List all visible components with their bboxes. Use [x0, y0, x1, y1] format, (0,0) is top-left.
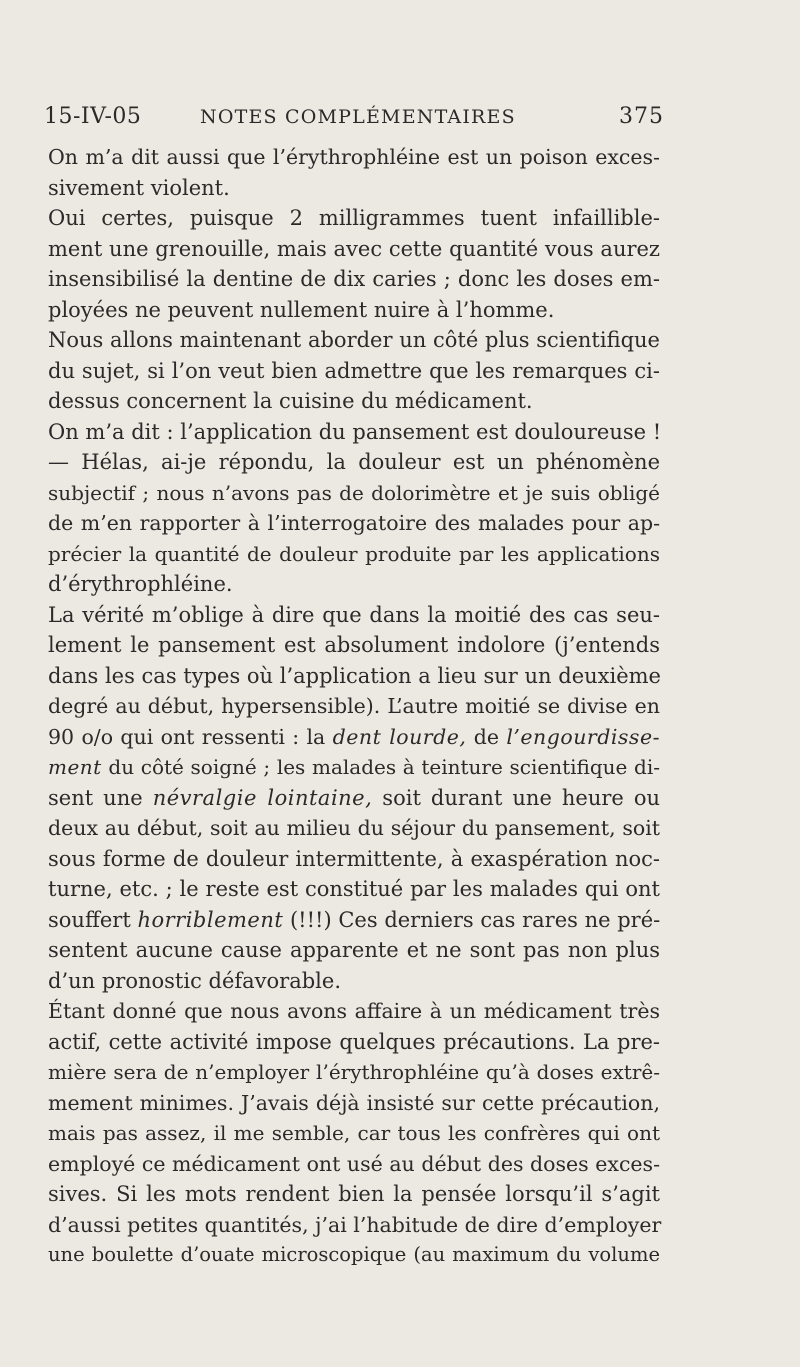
text-line: sivement violent.	[48, 175, 230, 200]
text-line: Oui certes, puisque 2 milligrammes tuent infaillible-	[48, 206, 660, 230]
text-line: d’érythrophléine.	[48, 572, 233, 596]
text-line: employé ce médicament ont usé au début des doses exces-	[48, 1151, 660, 1176]
text-line: deux au début, soit au milieu du séjour du pansement, soit	[48, 816, 660, 840]
text-line: 90 o/o qui ont ressenti : la dent lourde, de l’engourdisse-	[48, 724, 660, 749]
text-line: une boulette d’ouate microscopique (au maximum du volume	[48, 1243, 660, 1266]
text-line: — Hélas, ai-je répondu, la douleur est un phénomène	[48, 450, 660, 474]
text-line: souffert horriblement (!!!) Ces derniers cas rares ne pré-	[48, 907, 661, 932]
text-line: mière sera de n’employer l’érythrophléine qu’à doses extrê-	[48, 1060, 660, 1084]
page-number: 375	[619, 104, 664, 129]
running-header	[44, 104, 664, 138]
italic-phrase: dent lourde,	[332, 724, 467, 749]
text-line: La vérité m’oblige à dire que dans la moitié des cas seu-	[48, 602, 660, 627]
text-line: sent une névralgie lointaine, soit durant une heure ou	[48, 785, 661, 810]
header-title: NOTES COMPLÉMENTAIRES	[200, 106, 516, 128]
text-line: subjectif ; nous n’avons pas de dolorimètre et je suis obligé	[48, 480, 660, 505]
text-line: mement minimes. J’avais déjà insisté sur cette précaution,	[48, 1090, 660, 1115]
text-line: mais pas assez, il me semble, car tous les confrères qui ont	[48, 1121, 660, 1145]
text-line: ployées ne peuvent nullement nuire à l’homme.	[48, 297, 555, 322]
text-line: de m’en rapporter à l’interrogatoire des malades pour ap-	[48, 511, 660, 535]
text-line: On m’a dit : l’application du pansement est douloureuse !	[48, 419, 662, 444]
text-line: précier la quantité de douleur produite par les applications	[48, 541, 660, 566]
italic-phrase: ment	[48, 755, 102, 779]
text-line: sous forme de douleur intermittente, à exaspération noc-	[48, 846, 660, 871]
text-line: ment du côté soigné ; les malades à teinture scientifique di-	[48, 755, 660, 779]
text-line: actif, cette activité impose quelques précautions. La pre-	[48, 1029, 660, 1054]
text-line: lement le pansement est absolument indolore (j’entends	[48, 633, 660, 657]
text-line: degré au début, hypersensible). L’autre moitié se divise en	[48, 694, 660, 718]
text-line: On m’a dit aussi que l’érythrophléine est un poison exces-	[48, 145, 660, 169]
text-line: d’un pronostic défavorable.	[48, 968, 341, 993]
text-line: turne, etc. ; le reste est constitué par les malades qui ont	[48, 877, 660, 901]
italic-phrase: horriblement	[137, 907, 284, 932]
text-line: ment une grenouille, mais avec cette quantité vous aurez	[48, 236, 660, 261]
italic-phrase: névralgie lointaine,	[152, 785, 373, 810]
text-line: du sujet, si l’on veut bien admettre que les remarques ci-	[48, 358, 660, 383]
text-line: sives. Si les mots rendent bien la pensée lorsqu’il s’agit	[48, 1182, 660, 1206]
text-line: dessus concernent la cuisine du médicament.	[48, 389, 533, 413]
header-date: 15-IV-05	[44, 104, 142, 129]
text-line: Étant donné que nous avons affaire à un médicament très	[48, 999, 660, 1023]
text-line: insensibilisé la dentine de dix caries ; donc les doses em-	[48, 267, 660, 291]
text-line: sentent aucune cause apparente et ne sont pas non plus	[48, 938, 660, 962]
italic-phrase: l’engourdisse-	[506, 724, 660, 749]
text-line: dans les cas types où l’application a lieu sur un deuxième	[48, 663, 661, 688]
text-line: d’aussi petites quantités, j’ai l’habitude de dire d’employer	[48, 1212, 662, 1237]
text-line: Nous allons maintenant aborder un côté plus scientifique	[48, 328, 660, 352]
body-text	[48, 142, 660, 1271]
